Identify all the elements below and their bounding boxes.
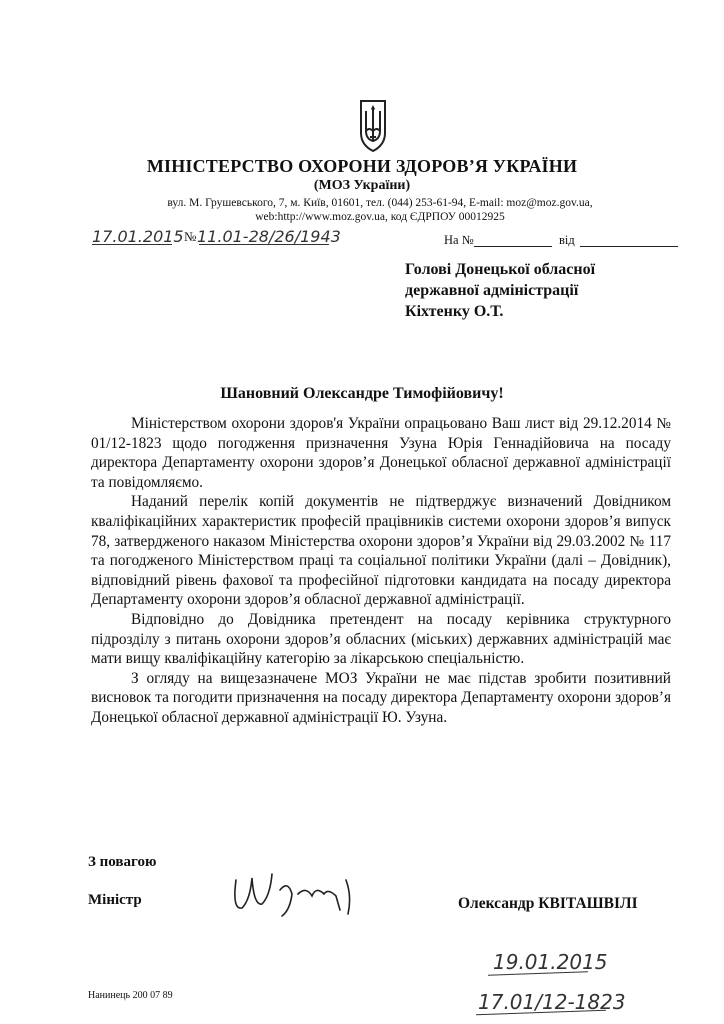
registration-date: 17.01.2015 (92, 227, 184, 246)
reply-to-number-label: На № (444, 233, 474, 247)
ministry-web: web:http://www.moz.gov.ua, код ЄДРПОУ 00012925 (255, 211, 505, 223)
registration-number-label: № (184, 229, 197, 244)
addressee (405, 259, 595, 322)
addressee-line: державної адміністрації (405, 282, 579, 299)
ministry-short-name: (МОЗ України) (313, 178, 411, 193)
paragraph: Відповідно до Довідника претендент на посаду керівника структурного підрозділу з питань охорони здоров’я обласних (міських) державних адміністрацій має мати вищу кваліфікаційну категорію за лікарською спеціальністю. (91, 610, 671, 668)
registration-number: 11.01-28/26/1943 (197, 227, 341, 246)
paragraph: Міністерством охорони здоров'я України опрацьовано Ваш лист від 29.12.2014 № 01/12-1823 щодо погодження призначення Узуна Юрія Геннадійовича на посаду директора Департаменту охорони здоров’я Донецької обласної державної адміністрації та повідомляємо. (91, 415, 671, 491)
reply-to-date-label: від (559, 233, 575, 247)
addressee-line: Голові Донецької обласної (405, 261, 596, 278)
letter-body (91, 414, 671, 728)
incoming-stamp-date: 19.01.2015 (493, 950, 608, 974)
coat-of-arms-icon (355, 97, 391, 153)
reply-to-number-field (474, 246, 552, 247)
reply-to-date-field (580, 246, 678, 247)
closing-regards: З повагою (88, 854, 157, 870)
signature (228, 860, 378, 920)
signer-position: Міністр (88, 892, 142, 908)
registration-number-line (199, 244, 329, 245)
paragraph: Наданий перелік копій документів не підтверджує визначений Довідником кваліфікаційних характеристик професій працівників системи охорони здоров’я випуск 78, затвердженого наказом Міністерства охорони здоров’я України від 29.03.2002 № 117 та погодженого Міністерством праці та соціальної політики України (далі – Довідник), відповідний рівень фахової та професійної підготовки кандидата на посаду директора Департаменту охорони здоров’я обласної державної адміністрації. (91, 493, 671, 609)
salutation: Шановний Олександре Тимофійовичу! (220, 385, 504, 402)
signer-name: Олександр КВІТАШВІЛІ (458, 895, 638, 912)
ministry-name: МІНІСТЕРСТВО ОХОРОНИ ЗДОРОВ’Я УКРАЇНИ (146, 156, 578, 176)
addressee-name: Кіхтенку О.Т. (405, 303, 504, 320)
executor-info: Нанинець 200 07 89 (88, 990, 173, 1001)
ministry-address: вул. М. Грушевського, 7, м. Київ, 01601, тел. (044) 253-61-94, E-mail: moz@moz.gov.ua, (167, 197, 593, 209)
incoming-stamp-number: 17.01/12-1823 (478, 990, 626, 1014)
paragraph: З огляду на вищезазначене МОЗ України не має підстав зробити позитивний висновок та погодити призначення на посаду директора Департаменту охорони здоров’я Донецької обласної державної адміністрації Ю. Узуна. (91, 669, 671, 726)
registration-date-line (92, 244, 172, 245)
